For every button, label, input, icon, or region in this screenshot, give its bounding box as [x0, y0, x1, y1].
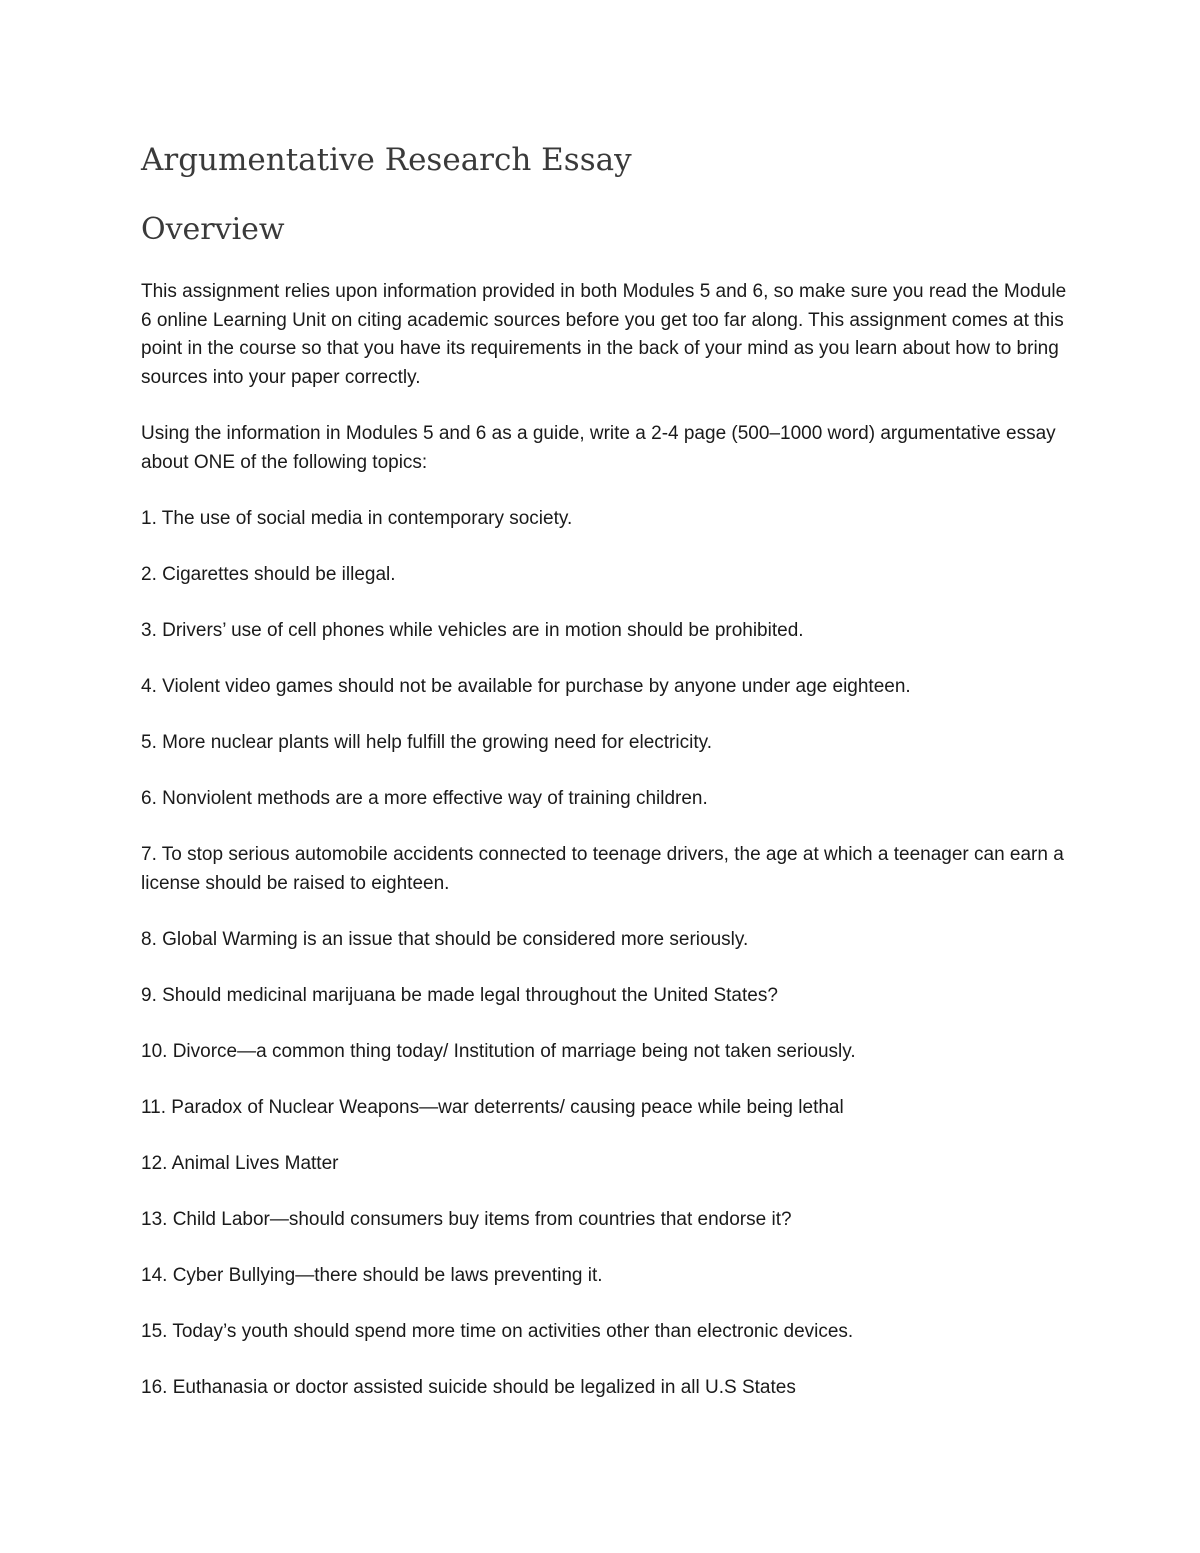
topic-item: 14. Cyber Bullying—there should be laws preventing it. — [141, 1264, 603, 1286]
topic-item: 7. To stop serious automobile accidents connected to teenage drivers, the age at which a teenager can earn a license should be raised to eighteen. — [141, 844, 1064, 894]
topic-item: 16. Euthanasia or doctor assisted suicide should be legalized in all U.S States — [141, 1376, 796, 1398]
topic-item: 15. Today’s youth should spend more time on activities other than electronic devices. — [141, 1320, 854, 1342]
topic-item: 13. Child Labor—should consumers buy items from countries that endorse it? — [141, 1208, 792, 1230]
instructions-paragraph: Using the information in Modules 5 and 6 as a guide, write a 2-4 page (500–1000 word) argumentative essay about ONE of the following topics: — [141, 423, 1056, 473]
topic-item: 6. Nonviolent methods are a more effective way of training children. — [141, 788, 708, 809]
topic-item: 11. Paradox of Nuclear Weapons—war deterrents/ causing peace while being lethal — [141, 1096, 844, 1118]
topic-list — [141, 505, 1071, 1430]
topic-item: 3. Drivers’ use of cell phones while vehicles are in motion should be prohibited. — [141, 620, 804, 641]
document-title: Argumentative Research Essay — [141, 142, 632, 178]
topic-item: 9. Should medicinal marijuana be made legal throughout the United States? — [141, 984, 778, 1006]
topic-item: 4. Violent video games should not be available for purchase by anyone under age eighteen. — [141, 676, 911, 697]
topic-item: 12. Animal Lives Matter — [141, 1152, 339, 1174]
topic-item: 1. The use of social media in contemporary society. — [141, 508, 573, 529]
topic-item: 2. Cigarettes should be illegal. — [141, 564, 396, 585]
overview-paragraph: This assignment relies upon information provided in both Modules 5 and 6, so make sure you read the Module 6 online Learning Unit on citing academic sources before you get too far along. This assignment comes at this point in the course so that you have its requirements in the back of your mind as you learn about how to bring sources into your paper correctly. — [141, 281, 1067, 388]
topic-item: 10. Divorce—a common thing today/ Institution of marriage being not taken seriously. — [141, 1040, 856, 1062]
section-heading-overview: Overview — [141, 212, 285, 247]
topic-item: 5. More nuclear plants will help fulfill the growing need for electricity. — [141, 732, 712, 753]
topic-item: 8. Global Warming is an issue that should be considered more seriously. — [141, 928, 749, 950]
